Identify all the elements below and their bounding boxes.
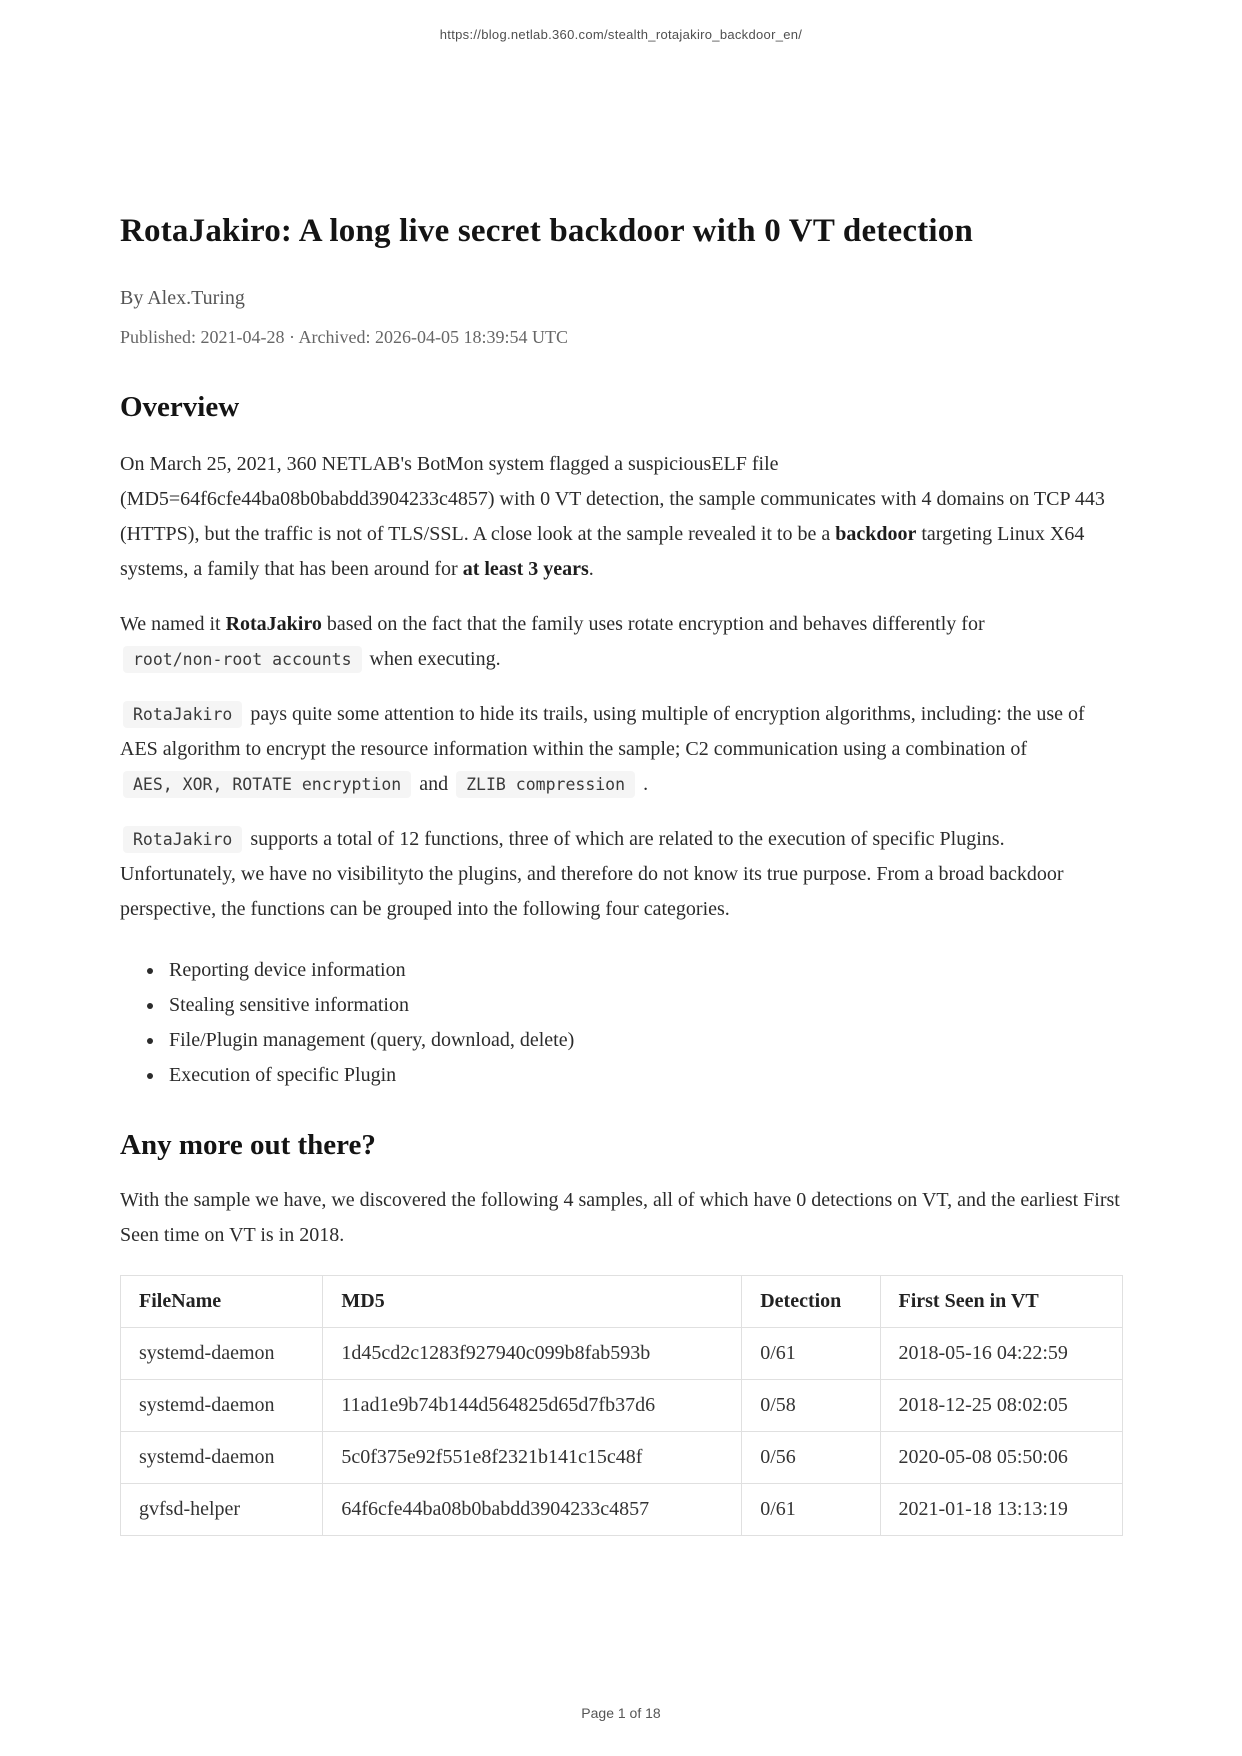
section-heading-overview: Overview	[120, 390, 240, 423]
samples-table-body	[121, 1328, 1123, 1536]
inline-code: AES, XOR, ROTATE encryption	[123, 771, 411, 798]
table-cell: systemd-daemon	[121, 1380, 323, 1432]
paragraph-overview-4: RotaJakiro supports a total of 12 functions, three of which are related to the execution of specific Plugins. Unfortunately, we have no visibilityto the plugins, and therefore do not know its true purpose. From a broad backdoor perspective, the functions can be grouped into the following four categories.	[120, 828, 1064, 921]
samples-table	[120, 1275, 1123, 1536]
table-header-cell: FileName	[121, 1276, 323, 1328]
inline-code: RotaJakiro	[123, 826, 242, 853]
table-row	[121, 1328, 1123, 1380]
table-cell: systemd-daemon	[121, 1328, 323, 1380]
bold-text: RotaJakiro	[225, 613, 322, 636]
list-item: • File/Plugin management (query, download, delete)	[165, 1023, 1123, 1058]
table-header-cell: MD5	[323, 1276, 742, 1328]
bold-text: backdoor	[835, 523, 917, 546]
section-heading-any-more: Any more out there?	[120, 1129, 376, 1162]
article-title: RotaJakiro: A long live secret backdoor with 0 VT detection	[120, 213, 973, 249]
table-header-row	[121, 1276, 1123, 1328]
table-cell: 0/56	[742, 1432, 880, 1484]
function-categories-list	[120, 953, 1123, 1093]
table-cell: 5c0f375e92f551e8f2321b141c15c48f	[323, 1432, 742, 1484]
table-header-cell: Detection	[742, 1276, 880, 1328]
table-cell: 2018-12-25 08:02:05	[880, 1380, 1123, 1432]
table-cell: 11ad1e9b74b144d564825d65d7fb37d6	[323, 1380, 742, 1432]
table-cell: 2020-05-08 05:50:06	[880, 1432, 1123, 1484]
bold-text: at least 3 years	[462, 558, 589, 581]
inline-code: ZLIB compression	[456, 771, 635, 798]
table-cell: gvfsd-helper	[121, 1484, 323, 1536]
table-cell: systemd-daemon	[121, 1432, 323, 1484]
paragraph-samples-intro: With the sample we have, we discovered the following 4 samples, all of which have 0 detections on VT, and the earliest First Seen time on VT is in 2018.	[120, 1189, 1120, 1247]
paragraph-overview-1: On March 25, 2021, 360 NETLAB's BotMon system flagged a suspiciousELF file (MD5=64f6cfe44ba08b0babdd3904233c4857) with 0 VT detection, the sample communicates with 4 domains on TCP 443 (HTTPS), but the traffic is not of TLS/SSL. A close look at the sample revealed it to be a backdoor targeting Linux X64 systems, a family that has been around for at least 3 years.	[120, 453, 1105, 581]
table-row	[121, 1432, 1123, 1484]
table-cell: 2021-01-18 13:13:19	[880, 1484, 1123, 1536]
table-cell: 0/58	[742, 1380, 880, 1432]
list-item: • Stealing sensitive information	[165, 988, 1123, 1023]
article-byline: By Alex.Turing	[120, 287, 245, 310]
table-header-cell: First Seen in VT	[880, 1276, 1123, 1328]
table-cell: 0/61	[742, 1484, 880, 1536]
paragraph-overview-3: RotaJakiro pays quite some attention to hide its trails, using multiple of encryption algorithms, including: the use of AES algorithm to encrypt the resource information within the sample; C2 communication using a combination of AES, XOR, ROTATE encryption and ZLIB compression .	[120, 697, 1123, 802]
samples-table-head	[121, 1276, 1123, 1328]
list-item: • Execution of specific Plugin	[165, 1058, 1123, 1093]
table-cell: 1d45cd2c1283f927940c099b8fab593b	[323, 1328, 742, 1380]
table-cell: 64f6cfe44ba08b0babdd3904233c4857	[323, 1484, 742, 1536]
article-meta: Published: 2021-04-28 · Archived: 2026-04-05 18:39:54 UTC	[120, 327, 568, 348]
page-url-header: https://blog.netlab.360.com/stealth_rotajakiro_backdoor_en/	[439, 27, 803, 42]
table-row	[121, 1484, 1123, 1536]
paragraph-overview-2: We named it RotaJakiro based on the fact that the family uses rotate encryption and behaves differently for root/non-root accounts when executing.	[120, 607, 1123, 677]
article	[120, 0, 1123, 1536]
inline-code: RotaJakiro	[123, 701, 242, 728]
table-row	[121, 1380, 1123, 1432]
list-item: • Reporting device information	[165, 953, 1123, 988]
inline-code: root/non-root accounts	[123, 646, 362, 673]
table-cell: 0/61	[742, 1328, 880, 1380]
page-number: Page 1 of 18	[581, 1705, 661, 1721]
table-cell: 2018-05-16 04:22:59	[880, 1328, 1123, 1380]
